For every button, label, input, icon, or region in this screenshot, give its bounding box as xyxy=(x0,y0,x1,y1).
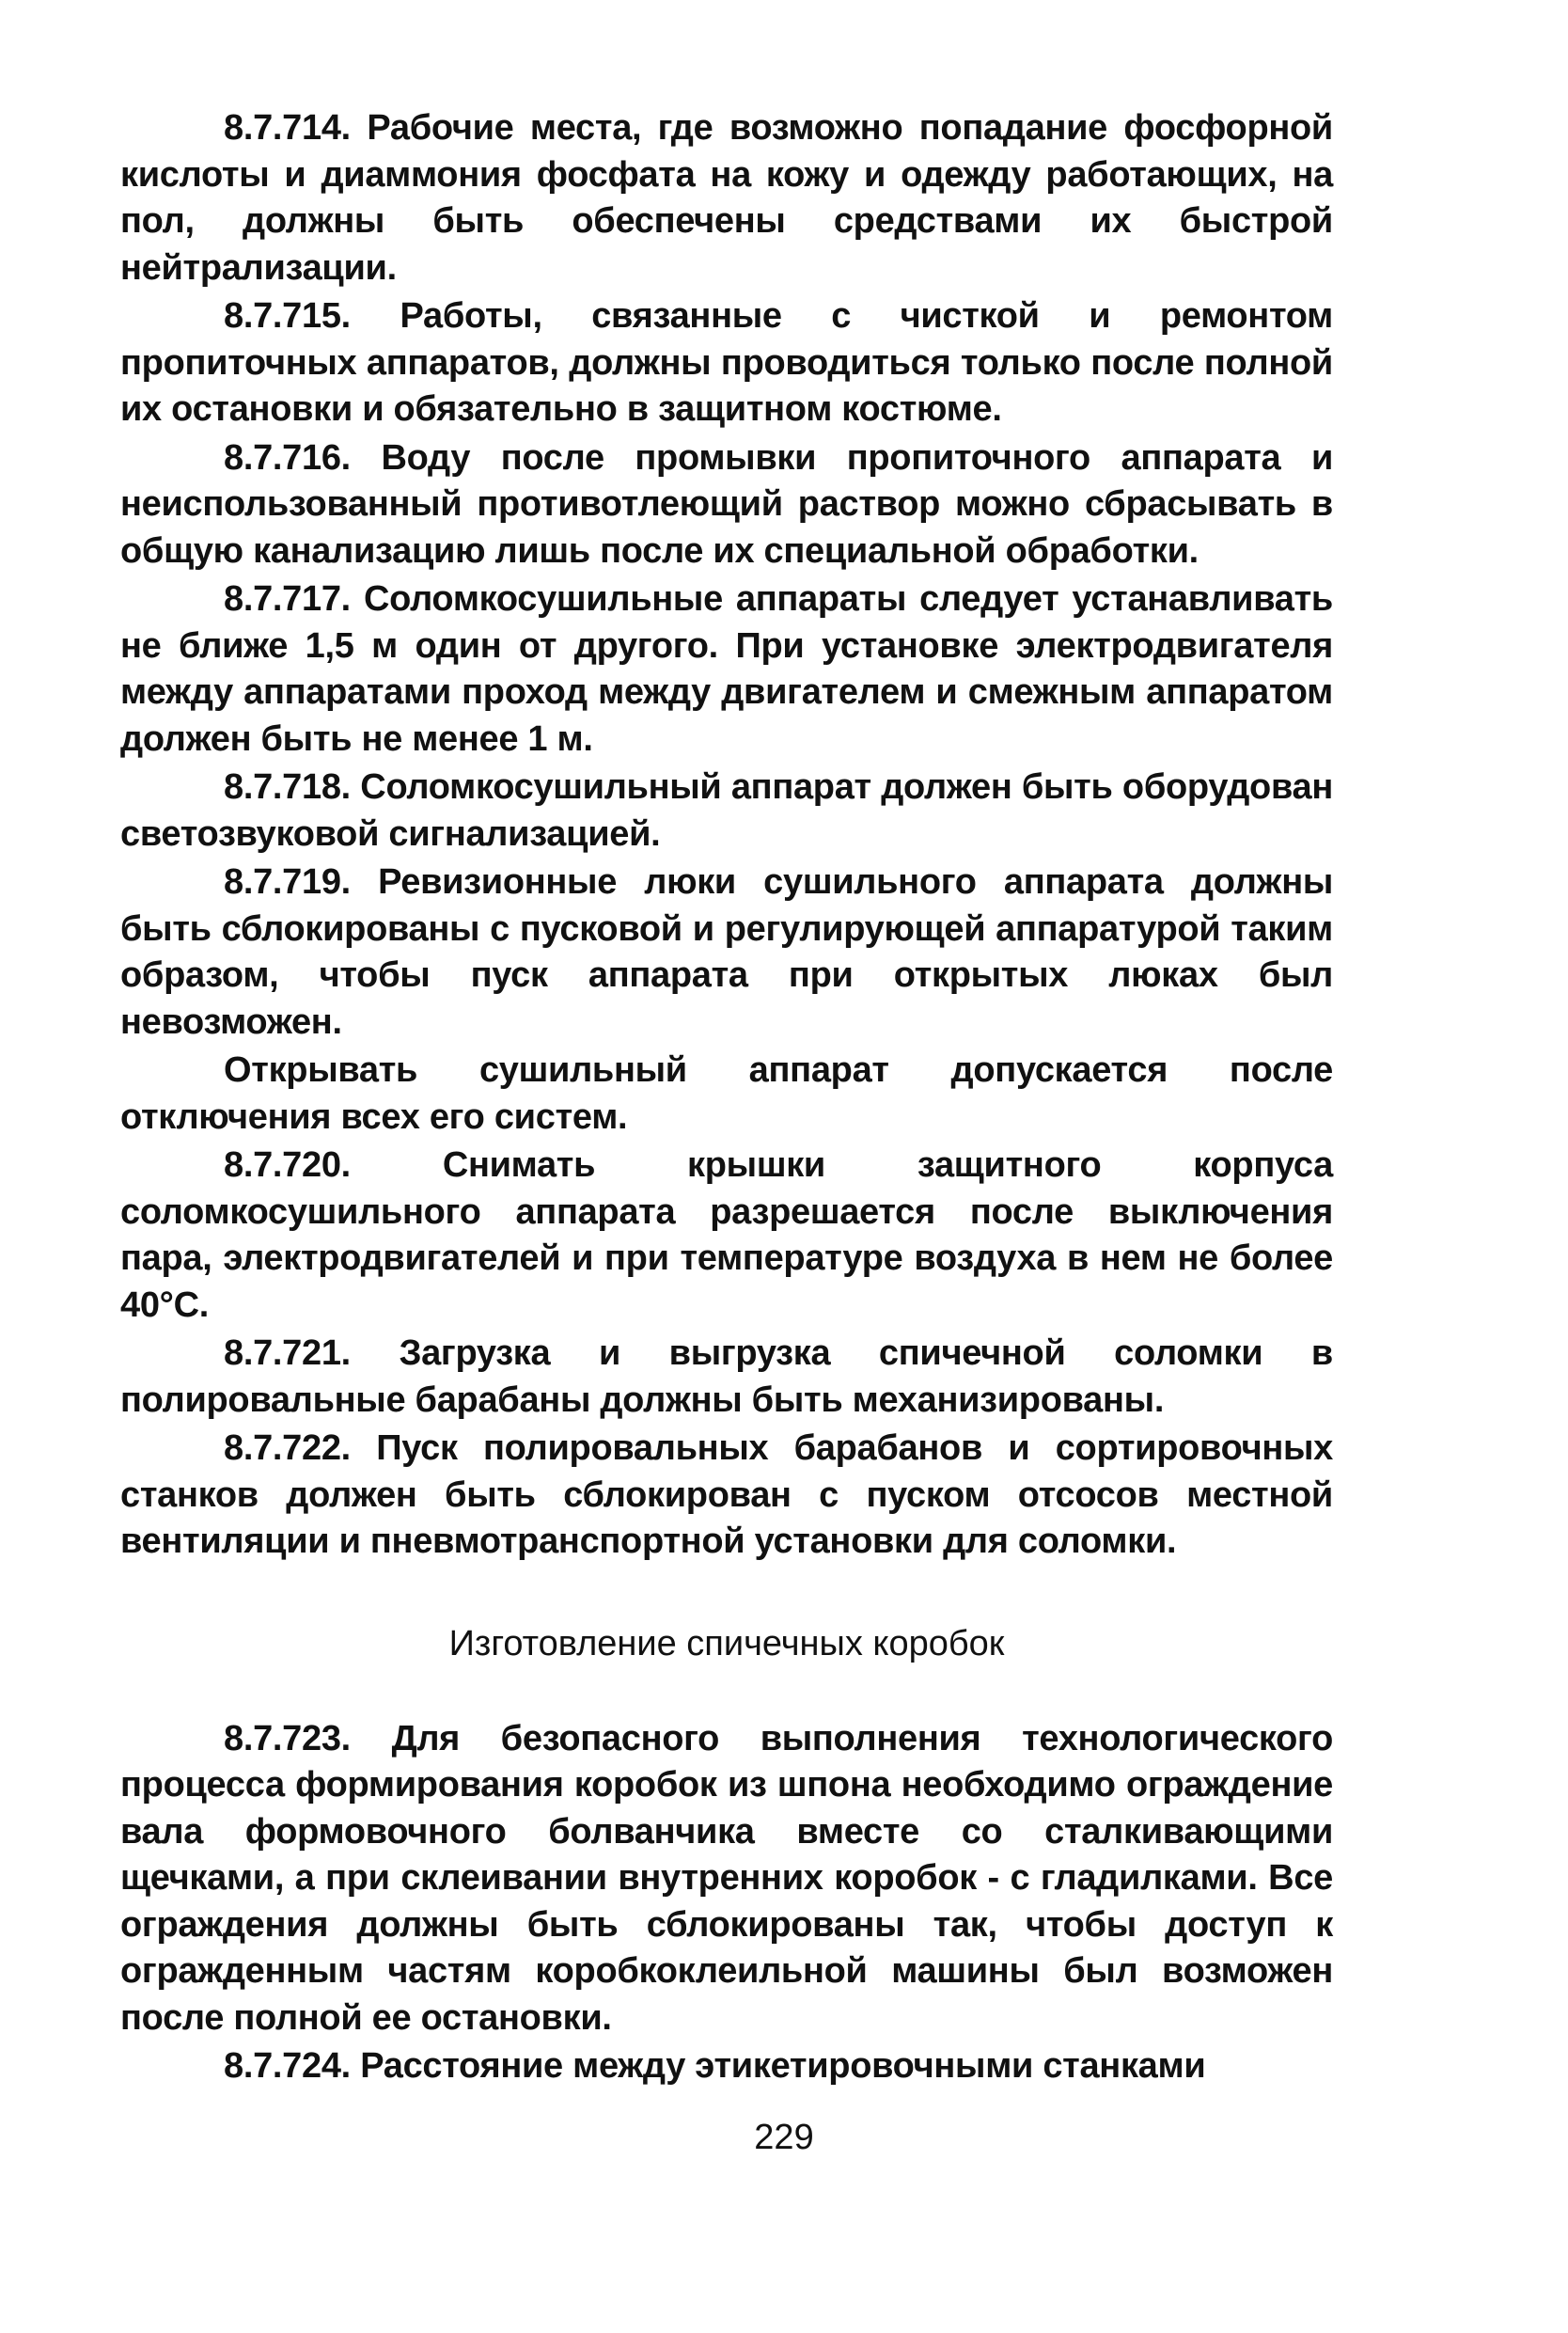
paragraph-8-7-720: 8.7.720. Снимать крышки защитного корпуса соломкосушильного аппарата разрешается после выключения пара, электродвигателей и при температуре воздуха в нем не более 40°С. xyxy=(120,1145,1333,1325)
document-page xyxy=(120,105,1333,2090)
paragraph-8-7-716: 8.7.716. Воду после промывки пропиточного аппарата и неиспользованный противотлеющий раствор можно сбрасывать в общую канализацию лишь после их специальной обработки. xyxy=(120,437,1333,571)
paragraph-8-7-717: 8.7.717. Соломкосушильные аппараты следует устанавливать не ближе 1,5 м один от другого. При установке электродвигателя между аппаратами проход между двигателем и смежным аппаратом должен быть не менее 1 м. xyxy=(120,579,1333,759)
paragraph-8-7-723: 8.7.723. Для безопасного выполнения технологического процесса формирования коробок из шпона необходимо ограждение вала формовочного болванчика вместе со сталкивающими щечками, а при склеивании внутренних коробок - с гладилками. Все ограждения должны быть сблокированы так, чтобы доступ к огражденным частям коробкоклеильной машины был возможен после полной ее остановки. xyxy=(120,1718,1333,2038)
paragraph-8-7-715: 8.7.715. Работы, связанные с чисткой и ремонтом пропиточных аппаратов, должны проводиться только после полной их остановки и обязательно в защитном костюме. xyxy=(120,296,1333,429)
paragraph-8-7-721: 8.7.721. Загрузка и выгрузка спичечной соломки в полировальные барабаны должны быть механизированы. xyxy=(120,1333,1333,1420)
paragraph-8-7-724: 8.7.724. Расстояние между этикетировочными станками xyxy=(224,2046,1206,2086)
page-number: 229 xyxy=(754,2118,814,2157)
paragraph-8-7-714: 8.7.714. Рабочие места, где возможно попадание фосфорной кислоты и диаммония фосфата на кожу и одежду работающих, на пол, должны быть обеспечены средствами их быстрой нейтрализации. xyxy=(120,108,1333,288)
paragraph-8-7-722: 8.7.722. Пуск полировальных барабанов и сортировочных станков должен быть сблокирован с пуском отсосов местной вентиляции и пневмотранспортной установки для соломки. xyxy=(120,1428,1333,1561)
section-heading: Изготовление спичечных коробок xyxy=(448,1623,1005,1663)
paragraph-8-7-718: 8.7.718. Соломкосушильный аппарат должен быть оборудован светозвуковой сигнализацией. xyxy=(120,767,1333,854)
paragraph-8-7-719: 8.7.719. Ревизионные люки сушильного аппарата должны быть сблокированы с пусковой и регулирующей аппаратурой таким образом, чтобы пуск аппарата при открытых люках был невозможен. xyxy=(120,862,1333,1042)
paragraph-dryer-opening: Открывать сушильный аппарат допускается после отключения всех его систем. xyxy=(120,1050,1333,1137)
